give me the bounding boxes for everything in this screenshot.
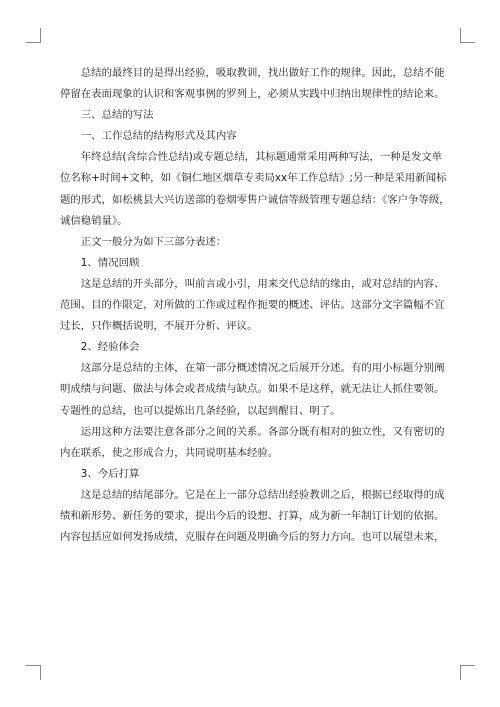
- heading-situation-review: 1、情况回顾: [80, 256, 140, 269]
- crop-mark-bottom-right: [460, 665, 475, 680]
- paragraph-method-relations: 运用这种方法要注意各部分之间的关系。各部分既有相对的独立性，又有密切的内在联系，使之形成合力，共同说明基本经验。: [60, 425, 445, 459]
- crop-mark-bottom-left: [26, 665, 41, 680]
- paragraph-conclusion-purpose: 总结的最终目的是得出经验，吸取教训，找出做好工作的规律。因此，总结不能停留在表面现象的认识和客观事例的罗列上，必须从实践中归纳出规律性的结论来。: [60, 67, 445, 101]
- paragraph-title-forms: 年终总结(含综合性总结)或专题总结，其标题通常采用两种写法，一种是发文单位名称+时间+文种，如《铜仁地区烟草专卖局xx年工作总结》;另一种是采用新闻标题的形式，如松桃县大兴访送部的卷烟零售户诚信等级管理专题总结：《客户争等级，诚信稳销量》。: [60, 151, 450, 227]
- crop-mark-top-right: [460, 28, 475, 43]
- paragraph-body-intro: 正文一般分为如下三部分表述：: [80, 235, 227, 248]
- crop-mark-top-left: [26, 28, 41, 43]
- heading-structure-form: 一、工作总结的结构形式及其内容: [80, 130, 237, 143]
- heading-writing-method: 三、总结的写法: [80, 109, 154, 122]
- paragraph-situation-review: 这是总结的开头部分，叫前言或小引，用来交代总结的缘由，或对总结的内容、范围、目的作限定，对所做的工作或过程作扼要的概述、评估。这部分文字篇幅不宜过长，只作概括说明，不展开分析、评议。: [60, 277, 445, 333]
- document-body: [60, 63, 452, 548]
- paragraph-future-plans: 这是总结的结尾部分。它是在上一部分总结出经验教训之后，根据已经取得的成绩和新形势、新任务的要求，提出今后的设想、打算，成为新一年制订计划的依据。内容包括应如何发扬成绩，克服存在问题及明确今后的努力方向。也可以展望未来，: [60, 488, 445, 544]
- heading-future-plans: 3、今后打算: [80, 467, 140, 480]
- paragraph-experience: 这部分是总结的主体，在第一部分概述情况之后展开分述。有的用小标题分别阐明成绩与问题、做法与体会或者成绩与缺点。如果不是这样，就无法让人抓住要领。专题性的总结，也可以提炼出几条经验，以起到醒目、明了。: [60, 362, 445, 417]
- heading-experience: 2、经验体会: [80, 341, 140, 354]
